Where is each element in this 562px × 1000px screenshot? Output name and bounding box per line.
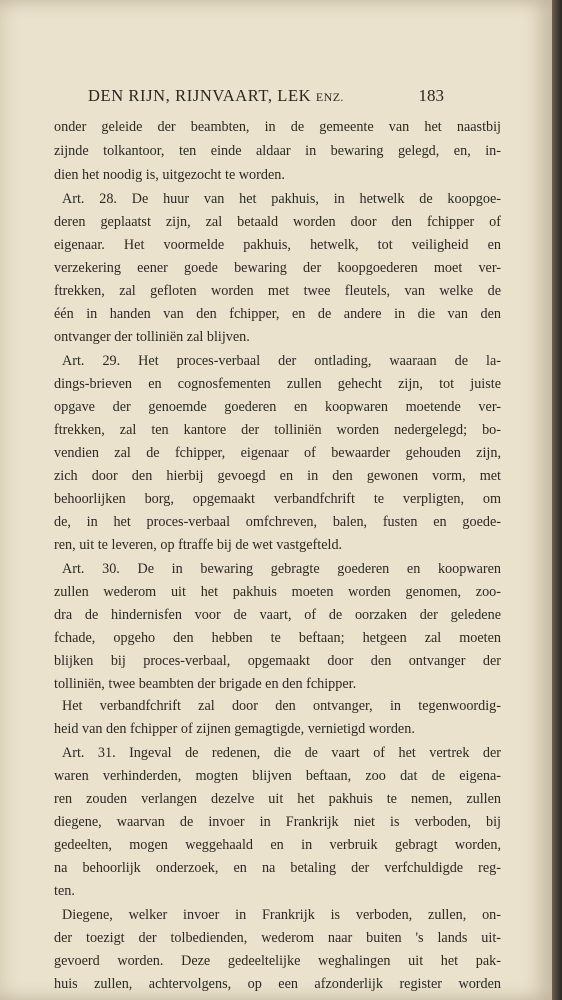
page-edge-shadow: [552, 0, 562, 1000]
running-title-small: ENZ.: [315, 90, 344, 104]
text-line: zich door den hierbij gevoegd en in den gewonen vorm, met: [54, 468, 501, 484]
text-line: onder geleide der beambten, in de gemeente van het naastbij: [54, 119, 501, 135]
text-line: ren zouden verlangen dezelve uit het pakhuis te nemen, zullen: [54, 791, 501, 807]
text-line: huis zullen, achtervolgens, op een afzonderlijk register worden: [54, 976, 501, 992]
text-line: ftrekken, zal gefloten worden met twee fleutels, van welke de: [54, 283, 501, 299]
text-line: zullen wederom uit het pakhuis moeten worden genomen, zoo-: [54, 584, 501, 600]
text-line: ontvanger der tolliniën zal blijven.: [54, 329, 250, 345]
text-line: dings-brieven en cognosfementen zullen gehecht zijn, tot juiste: [54, 376, 501, 392]
text-line: één in handen van den fchipper, en de andere in die van den: [54, 306, 501, 322]
text-line: ftrekken, zal ten kantore der tolliniën worden nedergelegd; bo-: [54, 422, 501, 438]
text-line: Art. 28. De huur van het pakhuis, in hetwelk de koopgoe-: [62, 191, 501, 207]
text-line: Diegene, welker invoer in Frankrijk is verboden, zullen, on-: [62, 907, 501, 923]
text-line: zijnde tolkantoor, ten einde aldaar in bewaring gelegd, en, in-: [54, 143, 501, 159]
text-line: fchade, opgeho den hebben te beftaan; hetgeen zal moeten: [54, 630, 501, 646]
text-line: dra de hindernisfen voor de vaart, of de oorzaken der geledene: [54, 607, 501, 623]
text-line: ren, uit te leveren, op ftraffe bij de wet vastgefteld.: [54, 537, 343, 553]
text-line: vendien zal de fchipper, eigenaar of bewaarder gehouden zijn,: [54, 445, 501, 461]
text-line: deren geplaatst zijn, zal betaald worden door den fchipper of: [54, 214, 501, 230]
text-line: gevoerd worden. Deze gedeeltelijke weghalingen uit het pak-: [54, 953, 501, 969]
text-line: dien het noodig is, uitgezocht te worden.: [54, 167, 285, 183]
running-title-main: DEN RIJN, RIJNVAART, LEK: [88, 86, 312, 105]
text-line: eigenaar. Het voormelde pakhuis, hetwelk, tot veiligheid en: [54, 237, 501, 253]
text-line: behoorlijken borg, opgemaakt verbandfchrift te verpligten, om: [54, 491, 501, 507]
text-line: waren verhinderden, mogten blijven beftaan, zoo dat de eigena-: [54, 768, 501, 784]
running-title: [88, 86, 344, 106]
text-line: de, in het proces-verbaal omfchreven, balen, fusten en goede-: [54, 514, 501, 530]
text-line: Het verbandfchrift zal door den ontvanger, in tegenwoordig-: [62, 698, 501, 714]
text-line: heid van den fchipper of zijnen gemagtigde, vernietigd worden.: [54, 721, 415, 737]
text-line: gedeelten, mogen weggehaald en in verbruik gebragt worden,: [54, 837, 501, 853]
text-line: Art. 31. Ingeval de redenen, die de vaart of het vertrek der: [62, 745, 501, 761]
text-line: tolliniën, twee beambten der brigade en den fchipper.: [54, 676, 357, 692]
text-line: verzekering eener goede bewaring der koopgoederen moet ver-: [54, 260, 501, 276]
text-line: opgave der genoemde goederen en koopwaren moetende ver-: [54, 399, 501, 415]
text-line: ten.: [54, 883, 75, 899]
text-line: der toezigt der tolbedienden, wederom naar buiten 's lands uit-: [54, 930, 501, 946]
text-line: na behoorlijk onderzoek, en na betaling der verfchuldigde reg-: [54, 860, 501, 876]
text-line: Art. 30. De in bewaring gebragte goederen en koopwaren: [62, 561, 501, 577]
text-line: diegene, waarvan de invoer in Frankrijk niet is verboden, bij: [54, 814, 501, 830]
page-number: 183: [418, 86, 444, 105]
page-header: [88, 86, 444, 110]
text-line: blijken bij proces-verbaal, opgemaakt door den ontvanger der: [54, 653, 501, 669]
text-line: Art. 29. Het proces-verbaal der ontlading, waaraan de la-: [62, 353, 501, 369]
